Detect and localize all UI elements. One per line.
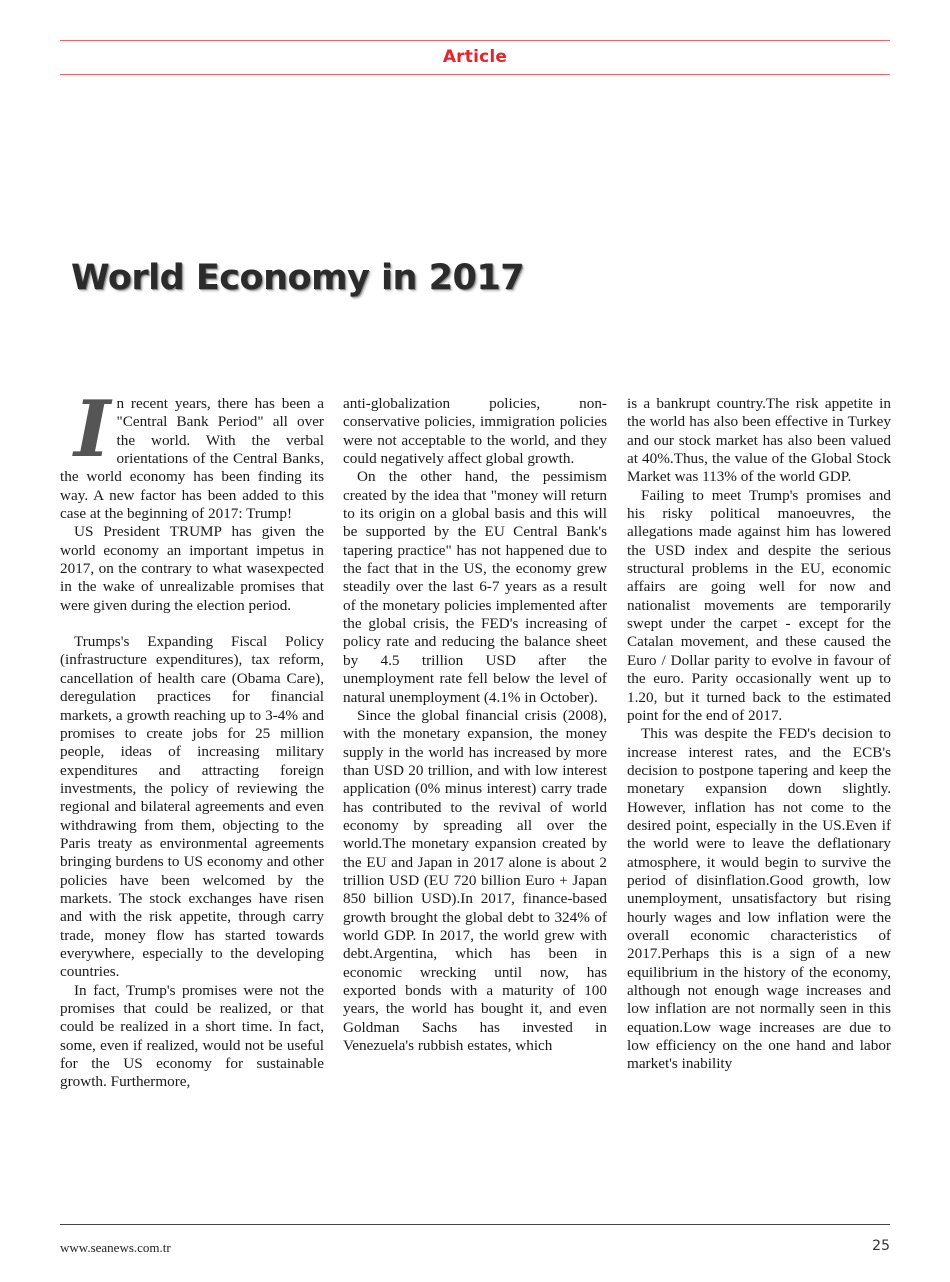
article-column-2 [343, 395, 607, 1213]
paragraph: Since the global financial crisis (2008), with the monetary expansion, the money supply in the world has increased by more than USD 20 trillion, and with low interest application (0% minus interest) carry trade has contributed to the revival of world economy by spreading all over the world.The monetary expansion created by the EU and Japan in 2017 alone is about 2 trillion USD (EU 720 billion Euro + Japan 850 billion USD).In 2017, finance-based growth brought the global debt to 324% of world GDP. In 2017, the world grew with debt.Argentina, which has been in economic wrecking until now, has exported bonds with a maturity of 100 years, the world has bought it, and even Goldman Sachs has invested in Venezuela's rubbish estates, which [343, 706, 607, 1055]
drop-cap: I [74, 395, 111, 475]
footer-website: www.seanews.com.tr [60, 1240, 171, 1255]
header-rule-top [60, 40, 890, 41]
article-column-3 [627, 395, 891, 1213]
paragraph: US President TRUMP has given the world economy an important impetus in 2017, on the contrary to what wasexpected in the wake of unrealizable promises that were given during the election period. [60, 523, 324, 614]
page-number: 25 [872, 1238, 890, 1254]
paragraph: This was despite the FED's decision to increase interest rates, and the ECB's decision to postpone tapering and keep the monetary expansion down slightly. However, inflation has not come to the desired point, especially in the US.Even if the world were to leave the deflationary atmosphere, it would begin to survive the period of disinflation.Good growth, low unemployment, unsatisfactory but rising hourly wages and low inflation were the overall economic characteristics of 2017.Perhaps this is a sign of a new equilibrium in the history of the economy, although not enough wage increases and low inflation are not normally seen in this equation.Low wage increases are due to low efficiency on the one hand and labor market's inability [627, 725, 891, 1073]
paragraph: anti-globalization policies, non-conservative policies, immigration policies were not acceptable to the world, and they could negatively affect global growth. [343, 395, 607, 468]
paragraph: Failing to meet Trump's promises and his risky political manoeuvres, the allegations made against him has lowered the USD index and despite the serious structural problems in the EU, economic affairs are going well for now and nationalist movements are temporarily swept under the carpet - except for the Catalan movement, and these caused the Euro / Dollar parity to evolve in favour of the euro. Parity occasionally went up to 1.20, but it turned back to the estimated point for the end of 2017. [627, 486, 891, 724]
paragraph-text: n recent years, there has been a "Central Bank Period" all over the world. With the verbal orientations of the Central Banks, the world economy has been finding its way. A new factor has been added to this case at the beginning of 2017: Trump! [60, 395, 324, 523]
paragraph: In fact, Trump's promises were not the promises that could be realized, or that could be realized in a short time. In fact, some, even if realized, would not be useful for the US economy for sustainable growth. Furthermore, [60, 981, 324, 1091]
header-rule-bottom [60, 74, 890, 75]
paragraph: On the other hand, the pessimism created by the idea that "money will return to its origin on a global basis and this will be supported by the EU Central Bank's tapering practice" has not happened due to the fact that in the US, the economy grew steadily over the last 6-7 years as a result of the monetary policies implemented after the global crisis, the FED's increasing of policy rate and reducing the balance sheet by 4.5 trillion USD after the unemployment rate fell below the level of natural unemployment (4.1% in October). [343, 468, 607, 706]
article-column-1 [60, 395, 324, 1213]
paragraph [60, 395, 324, 523]
footer-rule [60, 1224, 890, 1225]
paragraph: is a bankrupt country.The risk appetite in the world has also been effective in Turkey and our stock market has also been valued at 40%.Thus, the value of the Global Stock Market was 113% of the world GDP. [627, 395, 891, 486]
section-label: Article [442, 47, 508, 67]
article-title: World Economy in 2017 [71, 258, 525, 298]
paragraph: Trumps's Expanding Fiscal Policy (infrastructure expenditures), tax reform, cancellation of health care (Obama Care), deregulation practices for financial markets, a growth reaching up to 3-4% and promises to create jobs for 25 million people, ideas of increasing military expenditures and attracting foreign investments, the policy of reviewing the regional and bilateral agreements and even withdrawing from them, objecting to the Paris treaty as environmental agreements bringing burdens to US economy and other policies have been welcomed by the markets. The stock exchanges have risen and with the risk appetite, through carry trade, money flow has started towards everywhere, especially to the developing countries. [60, 633, 324, 981]
